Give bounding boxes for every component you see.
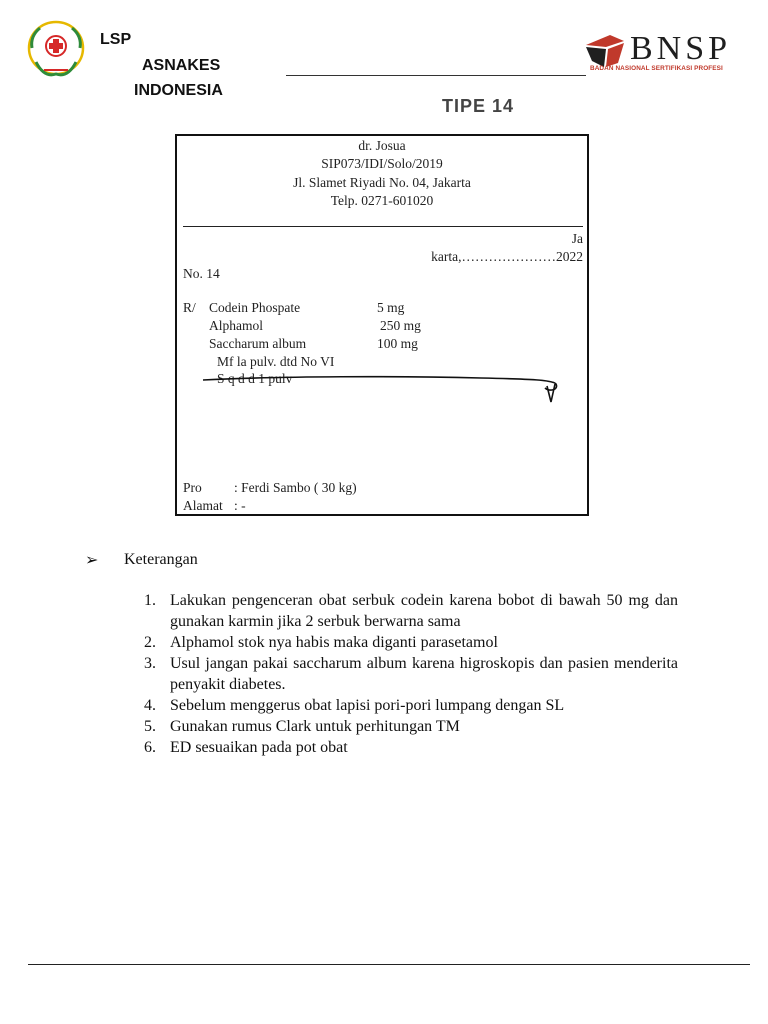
- list-number: 6.: [144, 739, 156, 756]
- item-dose: 5 mg: [377, 300, 405, 315]
- patient-value: : Ferdi Sambo ( 30 kg): [234, 480, 357, 495]
- item-name: Saccharum album: [209, 336, 307, 351]
- list-text: Alphamol stok nya habis maka diganti parasetamol: [170, 634, 498, 651]
- item-name: Alphamol: [209, 318, 263, 333]
- org-name-indonesia: INDONESIA: [134, 82, 223, 99]
- doctor-phone: Telp. 0271-601020: [330, 193, 434, 208]
- list-item: [144, 737, 678, 758]
- item-dose: 250 mg: [380, 318, 421, 333]
- prescription-divider: [183, 226, 583, 227]
- prescription-number: No. 14: [183, 266, 220, 281]
- bnsp-subtitle: BADAN NASIONAL SERTIFIKASI PROFESI: [590, 65, 723, 72]
- list-item: [144, 716, 678, 737]
- list-number: 2.: [144, 634, 156, 651]
- compounding-instruction: Mf la pulv. dtd No VI: [217, 354, 335, 369]
- list-text: Lakukan pengenceran obat serbuk codein karena bobot di bawah 50 mg dan gunakan karmin jika 2 serbuk berwarna sama: [170, 592, 678, 630]
- list-text: Sebelum menggerus obat lapisi pori-pori lumpang dengan SL: [170, 697, 565, 714]
- list-text: Usul jangan pakai saccharum album karena higroskopis dan pasien menderita penyakit diabetes.: [170, 655, 678, 693]
- page-title: TIPE 14: [442, 96, 515, 116]
- list-number: 1.: [144, 592, 156, 609]
- lsp-asnakes-logo: [24, 18, 88, 84]
- list-text: ED sesuaikan pada pot obat: [170, 739, 348, 756]
- notes-title: Keterangan: [124, 551, 198, 568]
- org-name-lsp: LSP: [100, 31, 132, 48]
- doctor-sip: SIP073/IDI/Solo/2019: [321, 156, 443, 171]
- address-label: Alamat: [183, 498, 223, 513]
- bnsp-wordmark: BNSP: [630, 30, 732, 67]
- list-item: [144, 695, 678, 716]
- list-item: [144, 653, 678, 695]
- recipe-symbol: R/: [183, 300, 196, 315]
- prescription-card: [175, 134, 589, 516]
- list-text: Gunakan rumus Clark untuk perhitungan TM: [170, 718, 460, 735]
- address-value: : -: [234, 498, 246, 513]
- item-dose: 100 mg: [377, 336, 418, 351]
- doctor-name: dr. Josua: [358, 138, 406, 153]
- list-number: 5.: [144, 718, 156, 735]
- list-number: 3.: [144, 655, 156, 672]
- city-part1: Ja: [571, 231, 583, 246]
- notes-list: [144, 590, 678, 758]
- header-divider: [286, 75, 586, 76]
- list-number: 4.: [144, 697, 156, 714]
- list-item: [144, 590, 678, 632]
- date-line: karta,…………………2022: [431, 249, 583, 264]
- footer-divider: [28, 964, 750, 965]
- org-name-asnakes: ASNAKES: [142, 57, 221, 74]
- doctor-address: Jl. Slamet Riyadi No. 04, Jakarta: [293, 175, 471, 190]
- arrow-bullet-icon: ➢: [85, 552, 99, 569]
- item-name: Codein Phospate: [209, 300, 301, 315]
- list-item: [144, 632, 678, 653]
- signa-stroke-mark: [201, 370, 561, 410]
- signa-line: S q d d 1 pulv: [217, 371, 293, 386]
- patient-label: Pro: [183, 480, 202, 495]
